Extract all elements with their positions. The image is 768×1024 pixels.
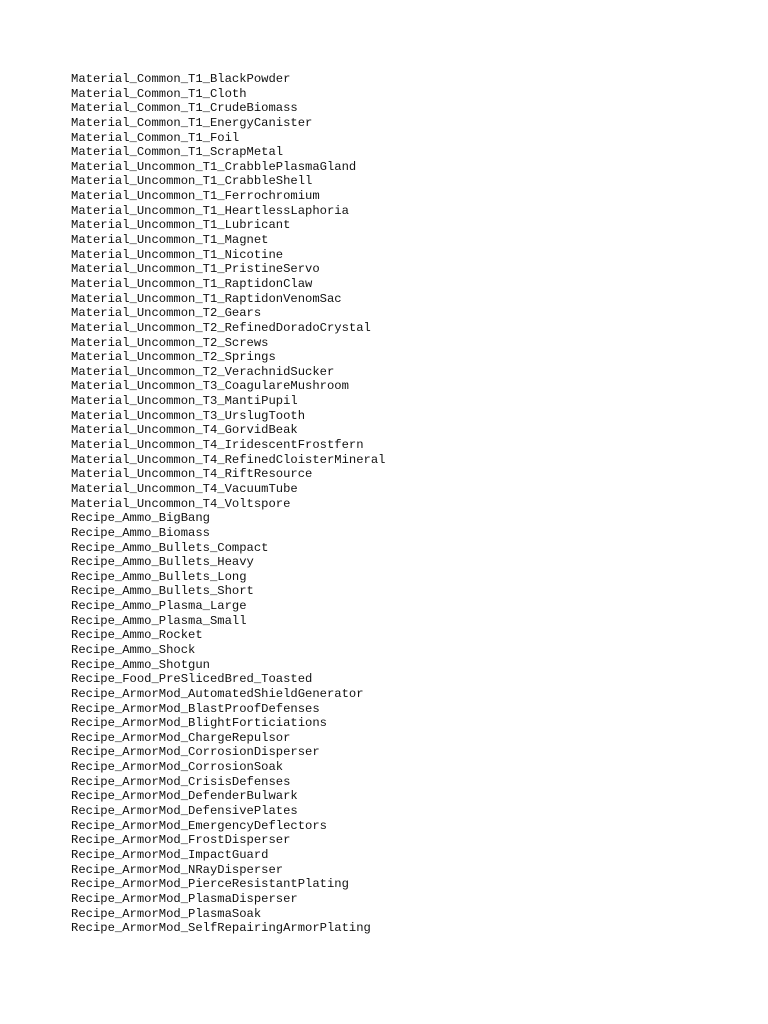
list-item: Recipe_Ammo_Rocket <box>71 628 203 643</box>
list-item: Recipe_ArmorMod_PierceResistantPlating <box>71 877 349 892</box>
list-item: Material_Uncommon_T2_RefinedDoradoCrystal <box>71 320 371 335</box>
list-item: Recipe_ArmorMod_PlasmaSoak <box>71 906 262 921</box>
list-item: Material_Uncommon_T4_Voltspore <box>71 496 291 511</box>
list-item: Recipe_Ammo_Bullets_Long <box>71 569 247 584</box>
list-item: Recipe_Ammo_Bullets_Short <box>71 584 254 599</box>
list-item: Material_Common_T1_CrudeBiomass <box>71 101 298 116</box>
list-item: Recipe_ArmorMod_CorrosionDisperser <box>71 745 320 760</box>
list-item: Material_Uncommon_T1_PristineServo <box>71 262 320 277</box>
list-item: Material_Uncommon_T1_Magnet <box>71 233 269 248</box>
list-item: Material_Common_T1_BlackPowder <box>71 72 291 86</box>
list-item: Recipe_ArmorMod_SelfRepairingArmorPlating <box>71 921 371 936</box>
list-item: Recipe_ArmorMod_CorrosionSoak <box>71 760 284 775</box>
list-item: Recipe_ArmorMod_BlastProofDefenses <box>71 701 320 716</box>
list-item: Recipe_ArmorMod_ImpactGuard <box>71 847 269 862</box>
list-item: Material_Uncommon_T3_CoagulareMushroom <box>71 379 349 394</box>
list-item: Material_Uncommon_T4_IridescentFrostfern <box>71 438 364 453</box>
list-item: Material_Uncommon_T1_Nicotine <box>71 247 284 262</box>
list-item: Material_Uncommon_T2_Springs <box>71 350 276 365</box>
list-item: Material_Uncommon_T3_UrslugTooth <box>71 408 306 423</box>
list-item: Recipe_Ammo_Bullets_Compact <box>71 540 269 555</box>
list-item: Material_Uncommon_T2_Gears <box>71 306 262 321</box>
list-item: Material_Uncommon_T1_CrabbleShell <box>71 174 313 189</box>
list-item: Recipe_ArmorMod_AutomatedShieldGenerator <box>71 686 364 701</box>
list-item: Material_Common_T1_ScrapMetal <box>71 145 284 160</box>
list-item: Recipe_Ammo_Plasma_Small <box>71 613 247 628</box>
list-item: Recipe_ArmorMod_DefenderBulwark <box>71 789 298 804</box>
list-item: Recipe_Ammo_Shotgun <box>71 657 210 672</box>
list-item: Material_Common_T1_EnergyCanister <box>71 115 313 130</box>
list-item: Material_Uncommon_T1_CrabblePlasmaGland <box>71 159 357 174</box>
list-item: Recipe_ArmorMod_ChargeRepulsor <box>71 730 291 745</box>
list-item: Recipe_Food_PreSlicedBred_Toasted <box>71 672 313 687</box>
list-item: Recipe_ArmorMod_FrostDisperser <box>71 833 291 848</box>
list-item: Material_Uncommon_T1_HeartlessLaphoria <box>71 203 349 218</box>
list-item: Recipe_Ammo_Biomass <box>71 525 210 540</box>
identifier-list <box>71 72 386 936</box>
list-item: Recipe_Ammo_Plasma_Large <box>71 599 247 614</box>
list-item: Material_Uncommon_T1_RaptidonClaw <box>71 276 313 291</box>
list-item: Material_Uncommon_T1_Ferrochromium <box>71 189 320 204</box>
list-item: Material_Uncommon_T1_Lubricant <box>71 218 291 233</box>
list-item: Material_Uncommon_T2_VerachnidSucker <box>71 364 335 379</box>
list-item: Recipe_ArmorMod_NRayDisperser <box>71 862 284 877</box>
list-item: Material_Common_T1_Foil <box>71 130 240 145</box>
list-item: Recipe_ArmorMod_DefensivePlates <box>71 804 298 819</box>
list-item: Recipe_ArmorMod_EmergencyDeflectors <box>71 818 327 833</box>
list-item: Material_Uncommon_T4_GorvidBeak <box>71 423 298 438</box>
list-item: Material_Uncommon_T1_RaptidonVenomSac <box>71 291 342 306</box>
list-item: Material_Common_T1_Cloth <box>71 86 247 101</box>
list-item: Material_Uncommon_T4_RiftResource <box>71 467 313 482</box>
list-item: Material_Uncommon_T4_VacuumTube <box>71 481 298 496</box>
list-item: Recipe_Ammo_Bullets_Heavy <box>71 555 254 570</box>
list-item: Recipe_ArmorMod_CrisisDefenses <box>71 774 291 789</box>
list-item: Recipe_Ammo_Shock <box>71 642 196 657</box>
list-item: Material_Uncommon_T4_RefinedCloisterMineral <box>71 452 386 467</box>
list-item: Recipe_Ammo_BigBang <box>71 511 210 526</box>
list-item: Recipe_ArmorMod_PlasmaDisperser <box>71 891 298 906</box>
list-item: Material_Uncommon_T3_MantiPupil <box>71 394 298 409</box>
list-item: Recipe_ArmorMod_BlightForticiations <box>71 716 327 731</box>
list-item: Material_Uncommon_T2_Screws <box>71 335 269 350</box>
